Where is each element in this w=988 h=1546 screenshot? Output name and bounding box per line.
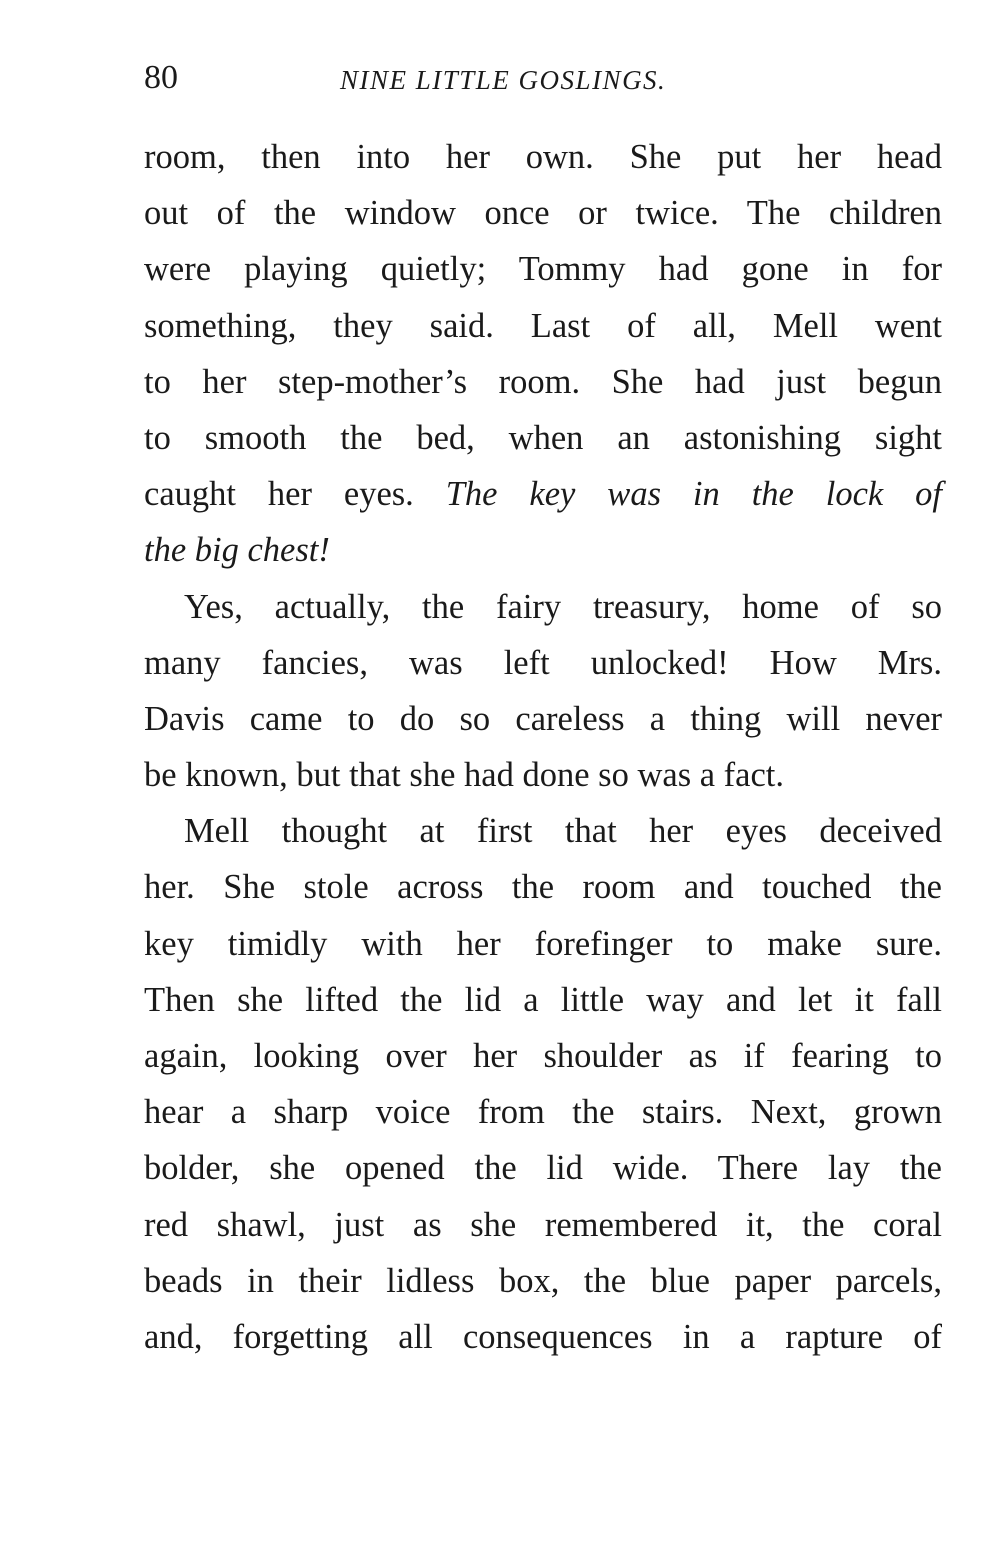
text-run: caught her eyes. <box>144 475 446 514</box>
text-line <box>144 859 942 915</box>
text-run: bolder, she opened the lid wide. There lay the <box>144 1149 942 1188</box>
text-run: Davis came to do so careless a thing will never <box>144 699 942 738</box>
text-run: key timidly with her forefinger to make sure. <box>144 924 942 963</box>
text-run: beads in their lidless box, the blue paper parcels, <box>144 1261 942 1300</box>
text-line <box>144 1309 942 1365</box>
text-run: be known, but that she had done so was a fact. <box>144 756 785 795</box>
body-text <box>144 129 942 1365</box>
text-line <box>144 129 942 185</box>
text-run: hear a sharp voice from the stairs. Next, grown <box>144 1093 942 1132</box>
text-run: many fancies, was left unlocked! How Mrs. <box>144 643 942 682</box>
text-run: to smooth the bed, when an astonishing sight <box>144 418 942 457</box>
text-run: to her step-mother’s room. She had just begun <box>144 362 942 401</box>
text-run: room, then into her own. She put her head <box>144 138 942 176</box>
text-line <box>144 579 942 635</box>
text-run: out of the window once or twice. The children <box>144 194 942 233</box>
text-run: red shawl, just as she remembered it, the coral <box>144 1205 942 1244</box>
text-line <box>144 522 942 578</box>
running-title: NINE LITTLE GOSLINGS. <box>340 65 667 95</box>
text-run: Then she lifted the lid a little way and let it fall <box>144 980 942 1019</box>
text-line <box>144 916 942 972</box>
text-line <box>144 747 942 803</box>
text-line <box>144 1197 942 1253</box>
text-run: and, forgetting all consequences in a rapture of <box>144 1317 942 1356</box>
text-line <box>144 1028 942 1084</box>
text-run: Yes, actually, the fairy treasury, home of so <box>184 587 942 626</box>
text-run: were playing quietly; Tommy had gone in for <box>144 250 942 289</box>
text-line <box>144 1253 942 1309</box>
running-head <box>144 56 942 100</box>
text-line <box>144 1140 942 1196</box>
text-run: Mell thought at first that her eyes deceived <box>184 812 942 851</box>
italic-text: The key was in the lock of <box>445 475 942 514</box>
text-line <box>144 466 942 522</box>
page-number: 80 <box>144 59 178 96</box>
text-line <box>144 298 942 354</box>
text-run: something, they said. Last of all, Mell went <box>144 306 942 345</box>
text-line <box>144 635 942 691</box>
text-line <box>144 691 942 747</box>
text-line <box>144 241 942 297</box>
text-line <box>144 972 942 1028</box>
text-line <box>144 803 942 859</box>
text-run: her. She stole across the room and touched the <box>144 868 942 907</box>
italic-text: the big chest! <box>144 531 330 570</box>
text-line <box>144 185 942 241</box>
text-line <box>144 354 942 410</box>
text-line <box>144 410 942 466</box>
text-line <box>144 1084 942 1140</box>
text-run: again, looking over her shoulder as if fearing to <box>144 1037 942 1075</box>
